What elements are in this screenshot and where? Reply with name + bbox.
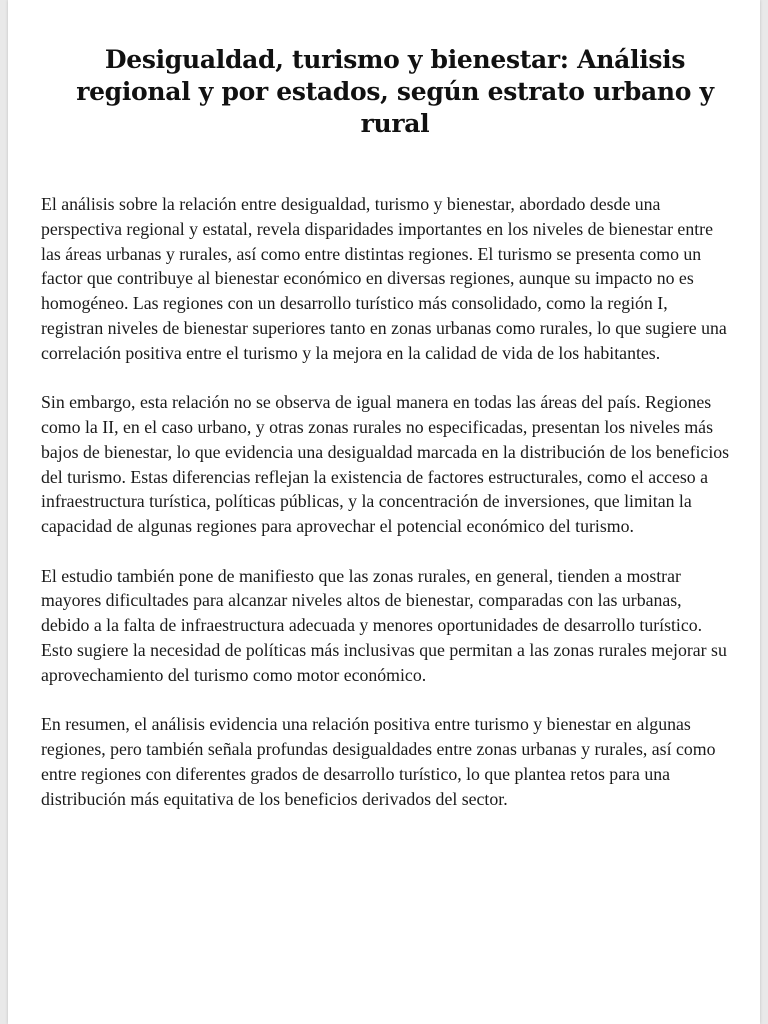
paragraph-1: El análisis sobre la relación entre desigualdad, turismo y bienestar, abordado desde una perspectiva regional y estatal, revela disparidades importantes en los niveles de bienestar entre las áreas urbanas y rurales, así como entre distintas regiones. El turismo se presenta como un factor que contribuye al bienestar económico en diversas regiones, aunque su impacto no es homogéneo. Las regiones con un desarrollo turístico más consolidado, como la región I, registran niveles de bienestar superiores tanto en zonas urbanas como rurales, lo que sugiere una correlación positiva entre el turismo y la mejora en la calidad de vida de los habitantes. bbox=[41, 194, 727, 363]
document-title: Desigualdad, turismo y bienestar: Análisis regional y por estados, según estrato urbano y rural bbox=[76, 45, 714, 138]
paragraph-3: El estudio también pone de manifiesto que las zonas rurales, en general, tienden a mostrar mayores dificultades para alcanzar niveles altos de bienestar, comparadas con las urbanas, debido a la falta de infraestructura adecuada y menores oportunidades de desarrollo turístico. Esto sugiere la necesidad de políticas más inclusivas que permitan a las zonas rurales mejorar su aprovechamiento del turismo como motor económico. bbox=[41, 565, 727, 685]
document-page bbox=[8, 0, 760, 1024]
document-body bbox=[41, 192, 731, 811]
paragraph-2: Sin embargo, esta relación no se observa de igual manera en todas las áreas del país. Regiones como la II, en el caso urbano, y otras zonas rurales no especificadas, presentan los niveles más bajos de bienestar, lo que evidencia una desigualdad marcada en la distribución de los beneficios del turismo. Estas diferencias reflejan la existencia de factores estructurales, como el acceso a infraestructura turística, políticas públicas, y la concentración de inversiones, que limitan la capacidad de algunas regiones para aprovechar el potencial económico del turismo. bbox=[41, 392, 730, 537]
paragraph-4: En resumen, el análisis evidencia una relación positiva entre turismo y bienestar en algunas regiones, pero también señala profundas desigualdades entre zonas urbanas y rurales, así como entre regiones con diferentes grados de desarrollo turístico, lo que plantea retos para una distribución más equitativa de los beneficios derivados del sector. bbox=[41, 714, 716, 809]
